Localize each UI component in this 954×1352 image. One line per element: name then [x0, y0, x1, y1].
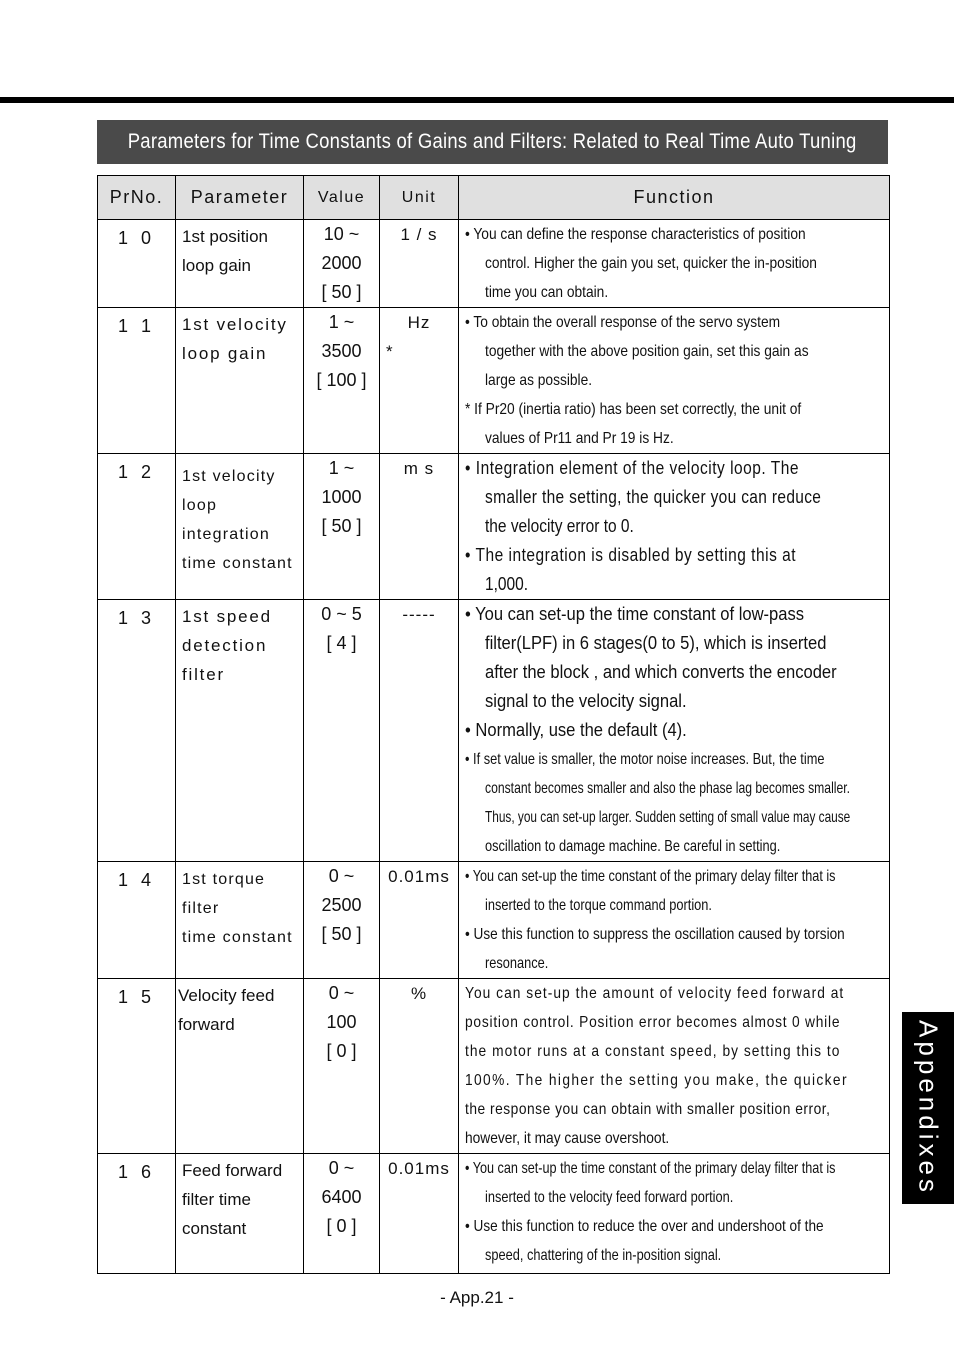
unit-cell	[380, 220, 459, 308]
function-line: inserted to the torque command portion.	[485, 897, 712, 914]
unit-line: 0.01ms	[388, 867, 450, 886]
unit-cell	[380, 979, 459, 1154]
parameter-cell	[176, 979, 304, 1154]
function-line: You can set-up the amount of velocity feed forward at	[465, 985, 845, 1002]
prno-cell: 1 6	[98, 1154, 176, 1274]
table-row	[98, 1154, 890, 1274]
section-title-banner	[97, 120, 888, 164]
appendixes-side-tab	[902, 1012, 954, 1204]
table-row	[98, 600, 890, 862]
function-line: the motor runs at a constant speed, by setting this to	[465, 1043, 841, 1060]
function-cell	[459, 600, 890, 862]
function-line: however, it may cause overshoot.	[465, 1130, 670, 1147]
value-line: [ 100 ]	[316, 370, 367, 390]
function-line: signal to the velocity signal.	[485, 691, 687, 711]
table-row	[98, 979, 890, 1154]
parameter-cell	[176, 1154, 304, 1274]
table-row	[98, 220, 890, 308]
value-cell	[304, 862, 380, 979]
value-line: 2000	[321, 253, 362, 273]
value-line: 6400	[321, 1187, 362, 1207]
header-parameter: Parameter	[176, 176, 304, 220]
value-line: [ 0 ]	[326, 1216, 357, 1236]
value-cell	[304, 1154, 380, 1274]
function-line: constant becomes smaller and also the phase lag becomes smaller.	[485, 780, 851, 797]
value-line: 10 ~	[323, 224, 360, 244]
prno-cell: 1 0	[98, 220, 176, 308]
parameter-line: detection	[182, 636, 268, 655]
header-function: Function	[459, 176, 890, 220]
unit-cell	[380, 862, 459, 979]
function-cell	[459, 308, 890, 454]
function-line: • Normally, use the default (4).	[465, 720, 687, 740]
parameter-line: Velocity feed	[178, 986, 275, 1005]
unit-cell	[380, 600, 459, 862]
parameter-cell	[176, 862, 304, 979]
prno-cell: 1 1	[98, 308, 176, 454]
function-cell	[459, 979, 890, 1154]
function-line: resonance.	[485, 955, 549, 972]
function-line: position control. Position error becomes almost 0 while	[465, 1014, 841, 1031]
prno-cell: 1 2	[98, 454, 176, 600]
parameter-line: 1st velocity	[182, 315, 288, 334]
header-row	[98, 176, 890, 220]
parameter-line: filter	[182, 665, 225, 684]
function-line: * If Pr20 (inertia ratio) has been set correctly, the unit of	[465, 401, 802, 418]
function-line: filter(LPF) in 6 stages(0 to 5), which is inserted	[485, 633, 827, 653]
function-line: • You can set-up the time constant of the primary delay filter that is	[465, 868, 836, 885]
function-line: 1,000.	[485, 574, 529, 594]
unit-line: -----	[402, 605, 436, 624]
parameter-cell	[176, 454, 304, 600]
table-row	[98, 862, 890, 979]
table-row	[98, 454, 890, 600]
function-line: • To obtain the overall response of the servo system	[465, 314, 781, 331]
unit-line: Hz	[407, 313, 431, 332]
function-line: control. Higher the gain you set, quicker the in-position	[485, 255, 817, 272]
parameter-table	[97, 175, 890, 1274]
function-line: • You can define the response characteristics of position	[465, 226, 806, 243]
parameter-line: loop gain	[182, 256, 252, 275]
unit-line: 0.01ms	[388, 1159, 450, 1178]
function-line: time you can obtain.	[485, 284, 609, 301]
table-row	[98, 308, 890, 454]
value-line: 0 ~ 5	[321, 604, 362, 624]
parameter-line: filter time	[182, 1190, 251, 1209]
function-line: Thus, you can set-up larger. Sudden setting of small value may cause	[485, 809, 851, 826]
value-cell	[304, 979, 380, 1154]
function-line: 100%. The higher the setting you make, the quicker	[465, 1072, 848, 1089]
function-line: • If set value is smaller, the motor noise increases. But, the time	[465, 751, 825, 768]
top-rule	[0, 97, 954, 103]
unit-footnote-mark: *	[386, 342, 394, 361]
value-cell	[304, 308, 380, 454]
parameter-line: Feed forward	[182, 1161, 283, 1180]
header-prno: PrNo.	[98, 176, 176, 220]
value-line: 1 ~	[328, 458, 355, 478]
parameter-line: loop integration	[182, 497, 270, 543]
parameter-line: time constant	[182, 929, 293, 946]
header-unit: Unit	[380, 176, 459, 220]
parameter-cell	[176, 220, 304, 308]
function-cell	[459, 862, 890, 979]
value-cell	[304, 454, 380, 600]
function-cell	[459, 1154, 890, 1274]
unit-cell	[380, 1154, 459, 1274]
header-value: Value	[304, 176, 380, 220]
function-line: • You can set-up the time constant of the primary delay filter that is	[465, 1160, 836, 1177]
value-line: 0 ~	[328, 1158, 355, 1178]
value-cell	[304, 220, 380, 308]
side-tab-label: Appendixes	[913, 1020, 944, 1196]
prno-cell: 1 5	[98, 979, 176, 1154]
value-line: 100	[326, 1012, 357, 1032]
value-line: [ 0 ]	[326, 1041, 357, 1061]
value-line: 0 ~	[328, 983, 355, 1003]
parameter-cell	[176, 308, 304, 454]
value-line: [ 4 ]	[326, 633, 357, 653]
value-line: 0 ~	[328, 866, 355, 886]
value-line: 3500	[321, 341, 362, 361]
function-cell	[459, 220, 890, 308]
value-line: 1 ~	[328, 312, 355, 332]
unit-line: 1 / s	[400, 225, 438, 244]
function-line: values of Pr11 and Pr 19 is Hz.	[485, 430, 674, 447]
parameter-line: 1st velocity	[182, 468, 276, 485]
value-line: [ 50 ]	[321, 282, 362, 302]
parameter-line: forward	[178, 1015, 235, 1034]
parameter-line: 1st position	[182, 227, 268, 246]
value-line: 1000	[321, 487, 362, 507]
function-line: the response you can obtain with smaller position error,	[465, 1101, 831, 1118]
parameter-line: 1st speed	[182, 607, 272, 626]
value-line: [ 50 ]	[321, 924, 362, 944]
unit-line: %	[410, 984, 428, 1003]
function-line: the velocity error to 0.	[485, 516, 634, 536]
value-cell	[304, 600, 380, 862]
function-line: • Use this function to suppress the oscillation caused by torsion	[465, 926, 845, 943]
function-cell	[459, 454, 890, 600]
prno-cell: 1 4	[98, 862, 176, 979]
function-line: • The integration is disabled by setting this at	[465, 545, 797, 565]
unit-line: m s	[403, 459, 435, 478]
function-line: oscillation to damage machine. Be careful in setting.	[485, 838, 781, 855]
function-line: inserted to the velocity feed forward portion.	[485, 1189, 734, 1206]
unit-cell	[380, 454, 459, 600]
function-line: • You can set-up the time constant of low-pass	[465, 604, 805, 624]
parameter-line: constant	[182, 1219, 247, 1238]
unit-cell	[380, 308, 459, 454]
function-line: • Use this function to reduce the over and undershoot of the	[465, 1218, 824, 1235]
function-line: after the block , and which converts the encoder	[485, 662, 837, 682]
function-line: speed, chattering of the in-position signal.	[485, 1247, 722, 1264]
parameter-cell	[176, 600, 304, 862]
parameter-line: 1st torque filter	[182, 871, 266, 917]
function-line: smaller the setting, the quicker you can reduce	[485, 487, 822, 507]
value-line: [ 50 ]	[321, 516, 362, 536]
section-title: Parameters for Time Constants of Gains and Filters: Related to Real Time Auto Tuning	[128, 130, 857, 153]
parameter-line: loop gain	[182, 344, 268, 363]
function-line: • Integration element of the velocity loop. The	[465, 458, 800, 478]
page-number: - App.21 -	[440, 1288, 514, 1307]
value-line: 2500	[321, 895, 362, 915]
function-line: together with the above position gain, set this gain as	[485, 343, 809, 360]
parameter-line: time constant	[182, 555, 293, 572]
prno-cell: 1 3	[98, 600, 176, 862]
function-line: large as possible.	[485, 372, 593, 389]
